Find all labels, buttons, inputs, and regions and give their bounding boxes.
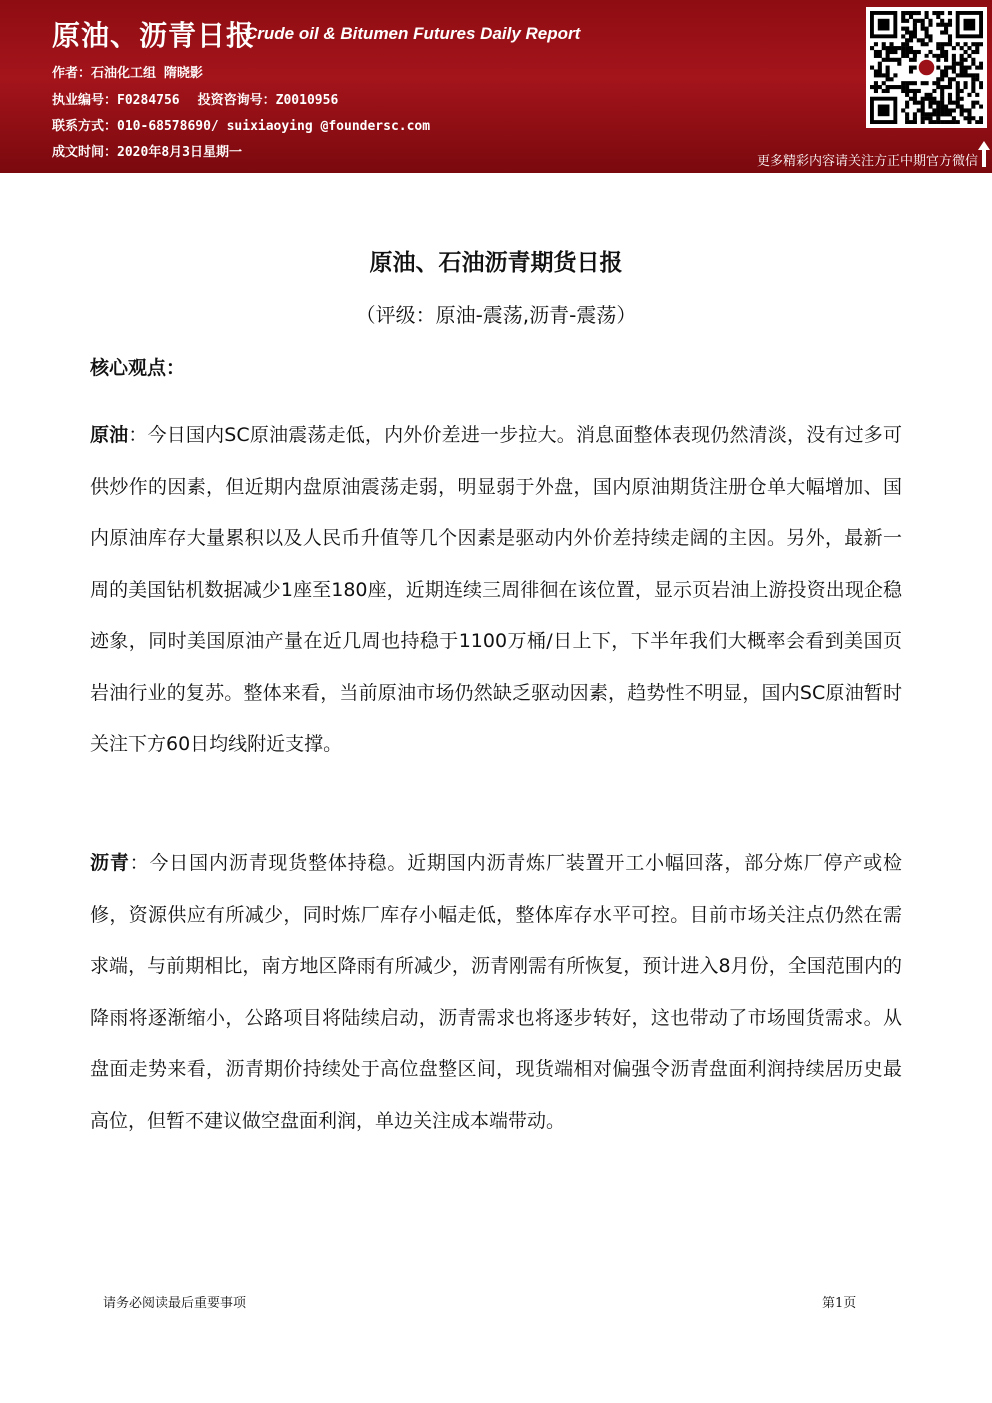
date-label: 成文时间： <box>52 145 118 160</box>
header-banner <box>0 0 992 173</box>
license-value: F0284756 <box>117 93 180 108</box>
crude-oil-text: 今日国内SC原油震荡走低，内外价差进一步拉大。消息面整体表现仍然清淡，没有过多可供炒作的因素，但近期内盘原油震荡走弱，明显弱于外盘，国内原油期货注册仓单大幅增加、国内原油库存大量累积以及人民币升值等几个因素是驱动内外价差持续走阔的主因。另外，最新一周的美国钻机数据减少1座至180座，近期连续三周徘徊在该位置，显示页岩油上游投资出现企稳迹象，同时美国原油产量在近几周也持稳于1100万桶/日上下，下半年我们大概率会看到美国页岩油行业的复苏。整体来看，当前原油市场仍然缺乏驱动因素，趋势性不明显，国内SC原油暂时关注下方60日均线附近支撑。 <box>90 424 902 755</box>
rating-line: （评级：原油-震荡,沥青-震荡） <box>355 303 637 327</box>
license-label: 执业编号： <box>52 93 118 108</box>
author-value: 石油化工组 隋晓影 <box>91 66 203 81</box>
page-number: 第1页 <box>822 1296 857 1311</box>
wechat-follow-note: 更多精彩内容请关注方正中期官方微信 <box>756 154 978 169</box>
bitumen-colon: ： <box>129 852 150 874</box>
contact-value[interactable]: 010-68578690/ suixiaoying @foundersc.com <box>117 119 431 134</box>
bitumen-paragraph <box>90 838 902 1147</box>
contact-line <box>52 115 430 134</box>
date-line <box>52 141 242 160</box>
author-line <box>52 62 203 81</box>
bitumen-text: 今日国内沥青现货整体持稳。近期国内沥青炼厂装置开工小幅回落，部分炼厂停产或检修，资源供应有所减少，同时炼厂库存小幅走低，整体库存水平可控。目前市场关注点仍然在需求端，与前期相比，南方地区降雨有所减少，沥青刚需有所恢复，预计进入8月份，全国范围内的降雨将逐渐缩小，公路项目将陆续启动，沥青需求也将逐步转好，这也带动了市场囤货需求。从盘面走势来看，沥青期价持续处于高位盘整区间，现货端相对偏强令沥青盘面利润持续居历史最高位，但暂不建议做空盘面利润，单边关注成本端带动。 <box>90 852 902 1132</box>
footer-notice: 请务必阅读最后重要事项 <box>103 1296 247 1311</box>
date-value: 2020年8月3日星期一 <box>117 145 242 160</box>
advisory-label: 投资咨询号： <box>197 93 276 108</box>
report-title-en: Crude oil & Bitumen Futures Daily Report <box>245 24 581 43</box>
crude-oil-lead: 原油 <box>90 424 129 446</box>
crude-oil-colon: ： <box>128 424 148 446</box>
bitumen-lead: 沥青 <box>90 852 130 874</box>
advisory-value: Z0010956 <box>275 93 339 108</box>
qr-code-graphic <box>870 11 983 124</box>
contact-label: 联系方式： <box>52 119 118 134</box>
license-line <box>52 89 338 108</box>
author-label: 作者： <box>52 66 92 81</box>
report-title-cn: 原油、沥青日报 <box>52 19 256 52</box>
crude-oil-paragraph <box>90 410 902 771</box>
up-arrow-icon <box>977 140 991 168</box>
core-views-heading: 核心观点： <box>90 357 186 379</box>
qr-code-icon[interactable] <box>866 7 987 128</box>
document-title: 原油、石油沥青期货日报 <box>369 250 623 276</box>
